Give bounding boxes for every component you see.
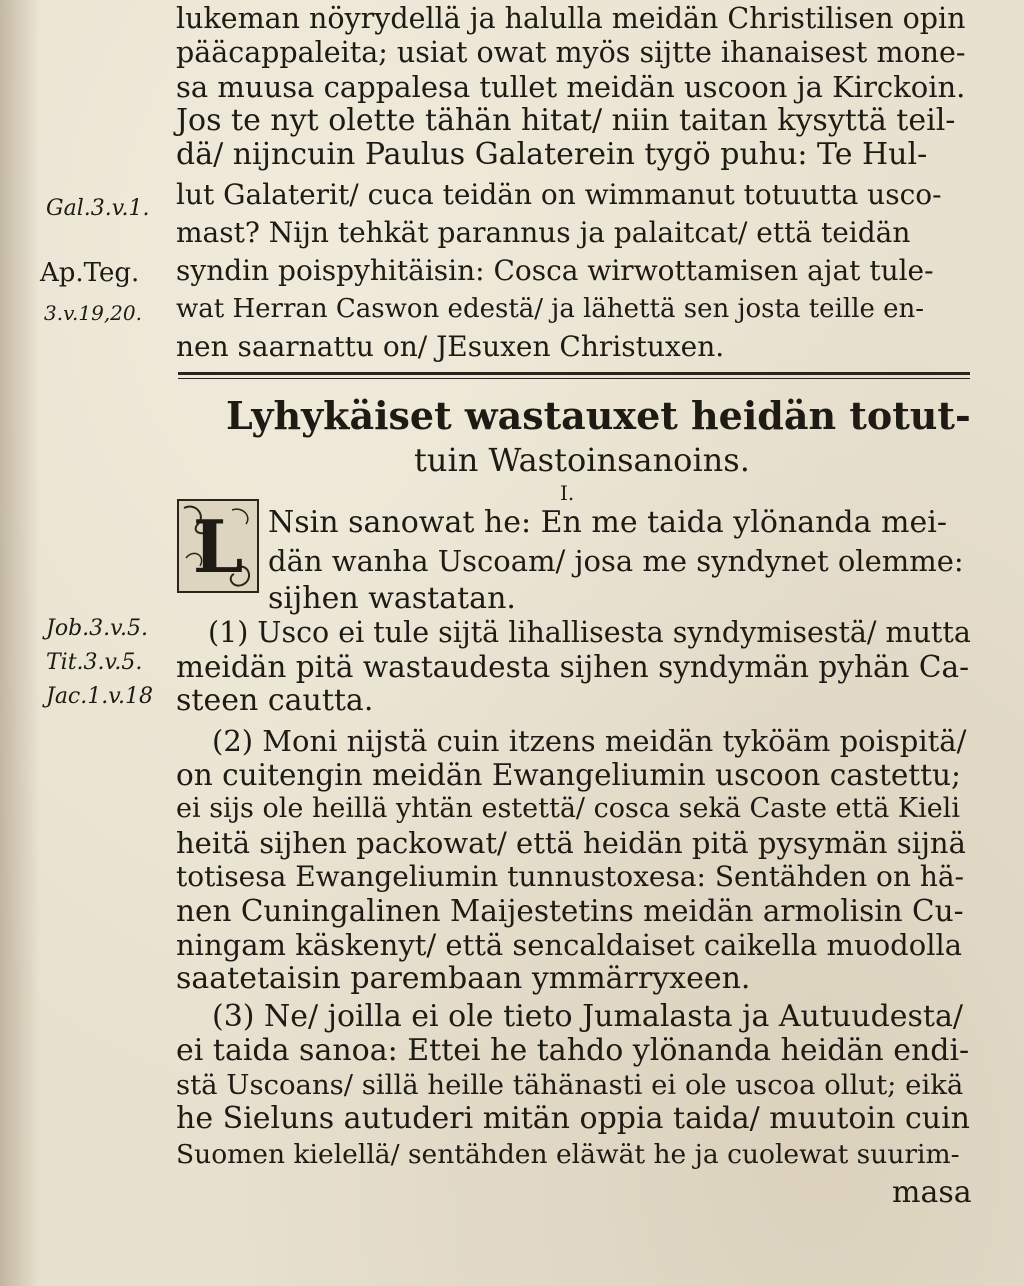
margin-note-james: Jac.1.v.18 — [46, 684, 154, 709]
text-line: ei sijs ole heillä yhtän estettä/ cosca sekä Caste että Kieli — [176, 793, 960, 824]
page-fold-shadow — [0, 0, 40, 1286]
text-line: mast? Nijn tehkät parannus ja palaitcat/ että teidän — [176, 216, 911, 249]
text-line: nen saarnattu on/ JEsuxen Christuxen. — [176, 330, 725, 363]
text-line: (2) Moni nijstä cuin itzens meidän tyköäm poispitä/ — [212, 724, 967, 758]
text-line: syndin poispyhitäisin: Cosca wirwottamisen ajat tule- — [176, 254, 934, 287]
text-line: sa muusa cappalesa tullet meidän uscoon ja Kirckoin. — [176, 70, 966, 104]
text-line: (1) Usco ei tule sijtä lihallisesta syndymisestä/ mutta — [208, 616, 971, 649]
text-line: stä Uscoans/ sillä heille tähänasti ei ole uscoa ollut; eikä — [176, 1069, 964, 1101]
text-line: Suomen kielellä/ sentähden eläwät he ja cuolewat suurim- — [176, 1139, 960, 1170]
margin-note-galatians: Gal.3.v.1. — [46, 196, 150, 221]
catchword: masa — [892, 1175, 972, 1210]
section-subheading: tuin Wastoinsanoins. — [414, 441, 750, 479]
text-line: lukeman nöyrydellä ja halulla meidän Christilisen opin — [176, 2, 966, 35]
text-line: dä/ nijncuin Paulus Galaterein tygö puhu: Te Hul- — [176, 137, 928, 172]
text-line: on cuitengin meidän Ewangeliumin uscoon castettu; — [176, 758, 961, 792]
section-divider-rule — [178, 372, 970, 375]
margin-note-john: Job.3.v.5. — [46, 616, 148, 641]
text-line: wat Herran Caswon edestä/ ja lähettä sen josta teille en- — [176, 294, 925, 324]
text-line: totisesa Ewangeliumin tunnustoxesa: Sentähden on hä- — [176, 860, 965, 893]
text-line: ningam käskenyt/ että sencaldaiset caikella muodolla — [176, 928, 963, 962]
margin-note-titus: Tit.3.v.5. — [46, 650, 143, 675]
text-line: Nsin sanowat he: En me taida ylönanda mei- — [268, 505, 947, 540]
text-line: ei taida sanoa: Ettei he tahdo ylönanda heidän endi- — [176, 1033, 970, 1068]
margin-note-acts-reference: 3.v.19,20. — [44, 301, 142, 325]
text-line: nen Cuningalinen Maijestetins meidän armolisin Cu- — [176, 894, 964, 928]
margin-note-acts: Ap.Teg. — [40, 258, 140, 288]
text-line: heitä sijhen packowat/ että heidän pitä pysymän sijnä — [176, 826, 966, 860]
section-number: I. — [560, 481, 575, 505]
text-line: steen cautta. — [176, 683, 374, 718]
text-line: saatetaisin parembaan ymmärryxeen. — [176, 961, 751, 996]
text-line: lut Galaterit/ cuca teidän on wimmanut totuutta usco- — [176, 178, 942, 211]
text-line: dän wanha Uscoam/ josa me syndynet olemme: — [268, 544, 964, 578]
text-line: Jos te nyt olette tähän hitat/ niin taitan kysyttä teil- — [176, 103, 956, 138]
decorated-initial-letter — [176, 498, 260, 594]
text-line: (3) Ne/ joilla ei ole tieto Jumalasta ja Autuudesta/ — [212, 999, 963, 1034]
section-heading: Lyhykäiset wastauxet heidän totut- — [226, 393, 971, 438]
text-line: he Sieluns autuderi mitän oppia taida/ muutoin cuin — [176, 1101, 970, 1136]
text-line: meidän pitä wastaudesta sijhen syndymän pyhän Ca- — [176, 650, 970, 684]
text-line: sijhen wastatan. — [268, 581, 516, 616]
section-divider-rule-thin — [178, 378, 970, 379]
text-line: pääcappaleita; usiat owat myös sijtte ihanaisest mone- — [176, 36, 966, 69]
svg-text:L: L — [192, 504, 244, 589]
